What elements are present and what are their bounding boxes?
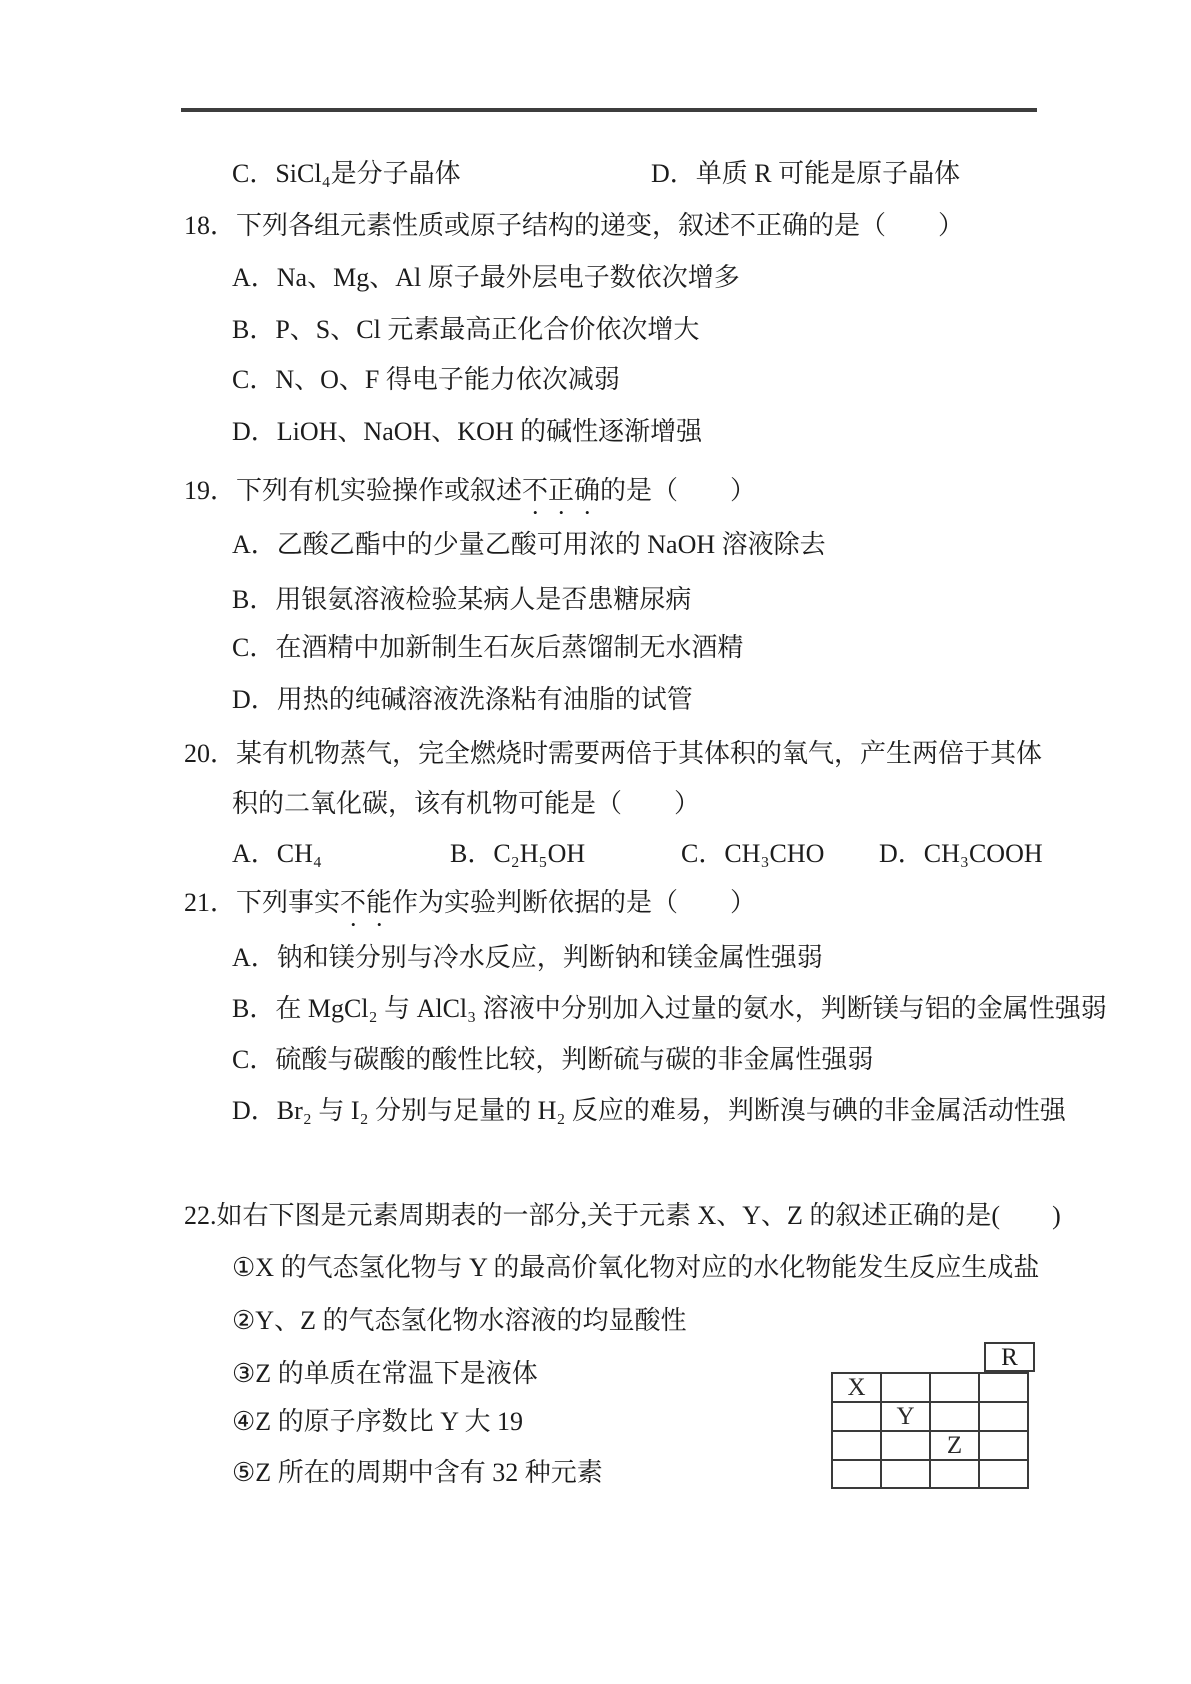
periodic-table-cell-z: Z (930, 1431, 979, 1460)
periodic-table-cell (930, 1402, 979, 1431)
q18-option-a: A．Na、Mg、Al 原子最外层电子数依次增多 (232, 263, 740, 292)
q21-stem-emphasized: 不能 (340, 888, 393, 917)
periodic-table-row (832, 1431, 1028, 1460)
q20-option-c: C．CH₃CHO (681, 839, 825, 868)
periodic-table-row (832, 1402, 1028, 1431)
q22-statement-3: ③Z 的单质在常温下是液体 (232, 1359, 538, 1388)
q19-stem-emphasized: 不正确 (522, 476, 601, 505)
q21-option-d: D．Br₂ 与 I₂ 分别与足量的 H₂ 反应的难易，判断溴与碘的非金属活动性强 (232, 1096, 1066, 1125)
periodic-table-cell (930, 1373, 979, 1402)
periodic-table-cell-r: R (984, 1342, 1035, 1372)
q21-option-b: B．在 MgCl₂ 与 AlCl₃ 溶液中分别加入过量的氨水，判断镁与铝的金属性强弱 (232, 994, 1107, 1023)
q19-option-a: A．乙酸乙酯中的少量乙酸可用浓的 NaOH 溶液除去 (232, 530, 826, 559)
q22-statement-1: ①X 的气态氢化物与 Y 的最高价氧化物对应的水化物能发生反应生成盐 (232, 1253, 1040, 1282)
periodic-table-cell (881, 1460, 930, 1488)
q17-option-d: D．单质 R 可能是原子晶体 (651, 159, 961, 188)
q18-option-c: C．N、O、F 得电子能力依次减弱 (232, 365, 620, 394)
q22-stem: 22.如右下图是元素周期表的一部分,关于元素 X、Y、Z 的叙述正确的是( ) (184, 1201, 1061, 1230)
periodic-table-cell (832, 1402, 881, 1431)
periodic-table-grid (831, 1372, 1029, 1489)
q18-stem: 18．下列各组元素性质或原子结构的递变，叙述不正确的是（ ） (184, 211, 965, 240)
q19-option-b: B．用银氨溶液检验某病人是否患糖尿病 (232, 585, 692, 614)
q21-stem-pre: 21．下列事实 (184, 888, 341, 917)
periodic-table-cell-y: Y (881, 1402, 930, 1431)
periodic-table-cell (979, 1402, 1028, 1431)
q21-stem (184, 888, 756, 932)
q19-stem-pre: 19．下列有机实验操作或叙述 (184, 476, 523, 505)
periodic-table-cell (832, 1460, 881, 1488)
periodic-table-row (832, 1460, 1028, 1488)
q20-option-b: B．C₂H₅OH (450, 839, 586, 868)
q20-option-d: D．CH₃COOH (879, 839, 1043, 868)
periodic-table-cell (930, 1460, 979, 1488)
periodic-table-cell (881, 1373, 930, 1402)
periodic-table-cell (979, 1460, 1028, 1488)
q19-option-c: C．在酒精中加新制生石灰后蒸馏制无水酒精 (232, 633, 744, 662)
q19-option-d: D．用热的纯碱溶液洗涤粘有油脂的试管 (232, 685, 693, 714)
header-divider-line (181, 108, 1037, 112)
q20-stem-line2: 积的二氧化碳，该有机物可能是（ ） (232, 789, 701, 818)
q20-option-a: A．CH₄ (232, 839, 322, 868)
q18-option-b: B．P、S、Cl 元素最高正化合价依次增大 (232, 315, 700, 344)
q21-option-c: C．硫酸与碳酸的酸性比较，判断硫与碳的非金属性强弱 (232, 1045, 874, 1074)
periodic-table-fragment (831, 1342, 1041, 1494)
q17-option-c: C．SiCl₄是分子晶体 (232, 159, 461, 188)
q22-statement-2: ②Y、Z 的气态氢化物水溶液的均显酸性 (232, 1306, 687, 1335)
periodic-table-cell (881, 1431, 930, 1460)
periodic-table-cell (979, 1373, 1028, 1402)
q19-stem (184, 476, 756, 520)
q19-stem-post: 的是（ ） (600, 476, 757, 505)
q18-option-d: D．LiOH、NaOH、KOH 的碱性逐渐增强 (232, 417, 703, 446)
q22-statement-5: ⑤Z 所在的周期中含有 32 种元素 (232, 1458, 603, 1487)
periodic-table-row (832, 1373, 1028, 1402)
q22-statement-4: ④Z 的原子序数比 Y 大 19 (232, 1407, 524, 1436)
q21-option-a: A．钠和镁分别与冷水反应，判断钠和镁金属性强弱 (232, 943, 823, 972)
periodic-table-cell (979, 1431, 1028, 1460)
periodic-table-cell (832, 1431, 881, 1460)
q20-stem-line1: 20．某有机物蒸气，完全燃烧时需要两倍于其体积的氧气，产生两倍于其体 (184, 739, 1043, 768)
q21-stem-post: 作为实验判断依据的是（ ） (392, 888, 757, 917)
periodic-table-cell-x: X (832, 1373, 881, 1402)
